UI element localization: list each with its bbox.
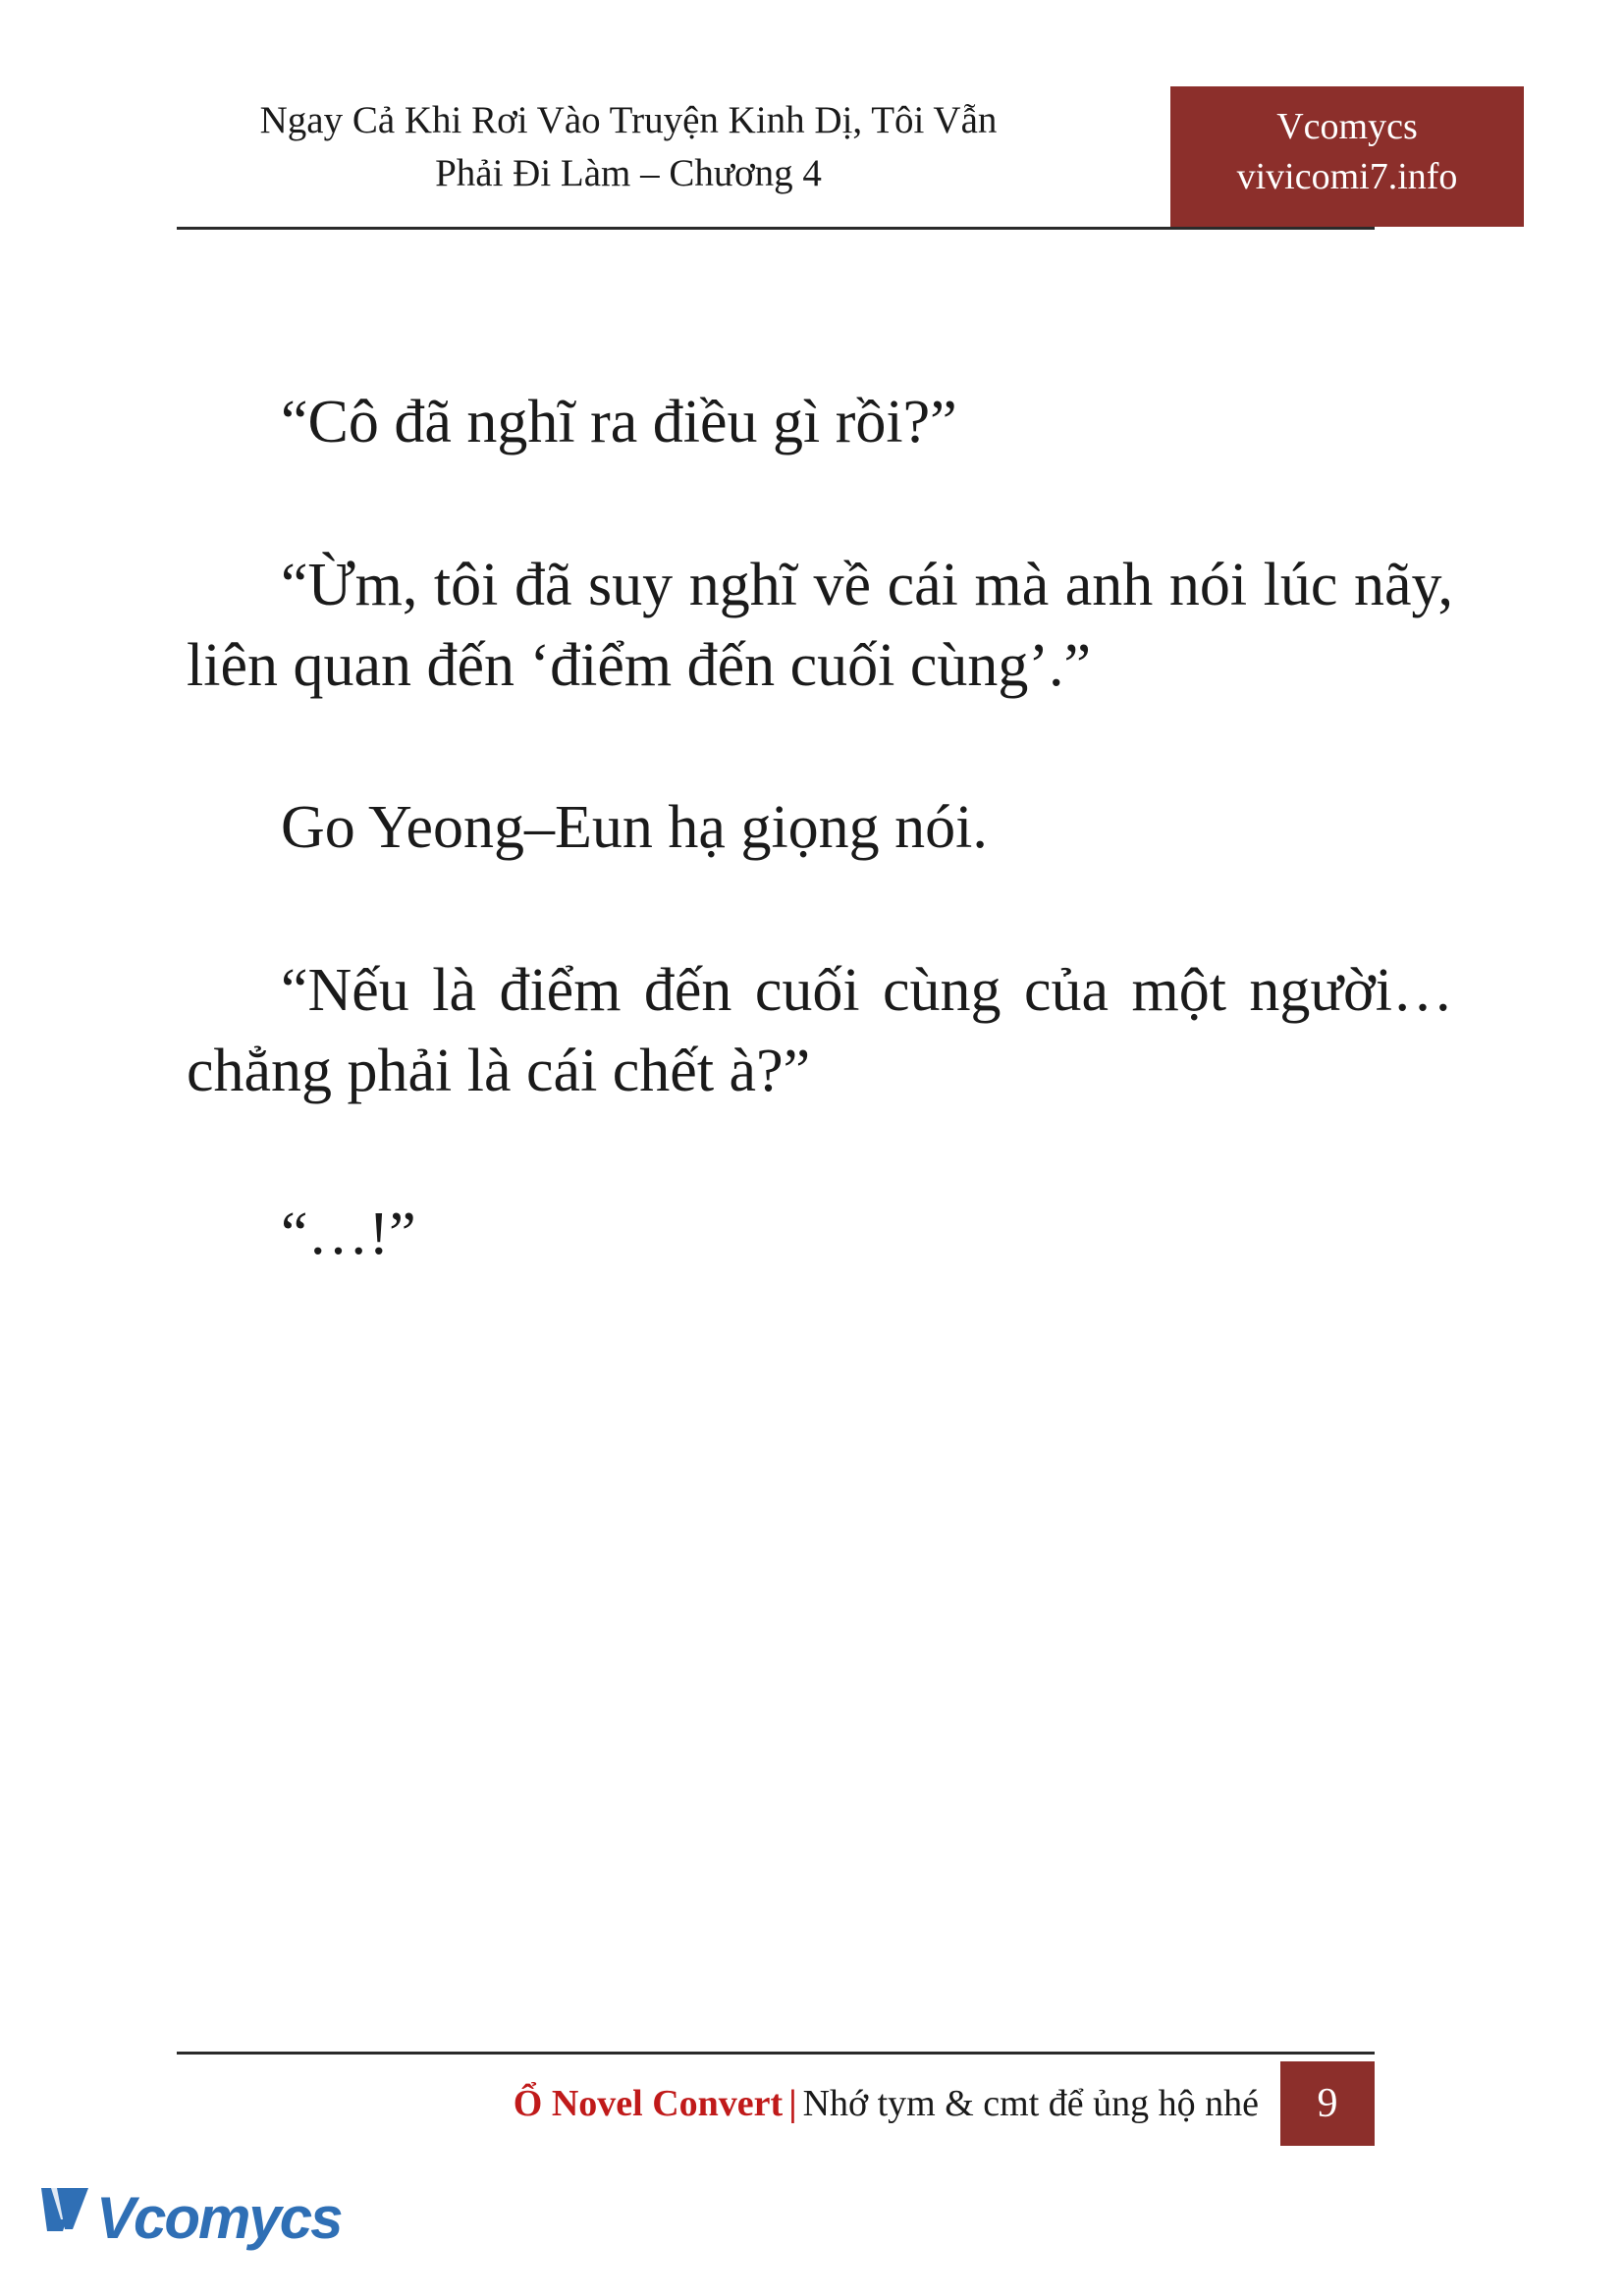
site-url: vivicomi7.info	[1236, 156, 1458, 198]
footer-divider	[177, 2052, 1375, 2055]
page-number: 9	[1280, 2061, 1375, 2146]
page-footer	[177, 2052, 1453, 2169]
header-divider	[177, 227, 1375, 230]
vcomycs-logo	[37, 2174, 342, 2272]
footer-brand: Ổ Novel Convert	[513, 2083, 784, 2124]
footer-separator: |	[788, 2083, 797, 2124]
footer-note: Nhớ tym & cmt để ủng hộ nhé	[802, 2083, 1259, 2124]
paragraph: “…!”	[281, 1200, 416, 1267]
paragraph: Go Yeong–Eun hạ giọng nói.	[281, 794, 988, 862]
vcomycs-logo-text: Vcomycs	[96, 2185, 342, 2251]
footer-content	[177, 2061, 1375, 2146]
header-title: Ngay Cả Khi Rơi Vào Truyện Kinh Dị, Tôi Vẫn Phải Đi Làm – Chương 4	[259, 99, 998, 194]
page-header	[177, 86, 1458, 229]
paragraph: “Nếu là điểm đến cuối cùng của một người… chẳng phải là cái chết à?”	[187, 957, 1453, 1105]
paragraph: “Cô đã nghĩ ra điều gì rồi?”	[281, 389, 957, 455]
site-watermark-badge	[1170, 86, 1524, 227]
page-body	[187, 383, 1453, 1275]
footer-text	[514, 2082, 1280, 2125]
paragraph: “Ừm, tôi đã suy nghĩ về cái mà anh nói lúc nãy, liên quan đến ‘điểm đến cuối cùng’.”	[187, 551, 1453, 699]
site-name: Vcomycs	[1276, 106, 1418, 147]
